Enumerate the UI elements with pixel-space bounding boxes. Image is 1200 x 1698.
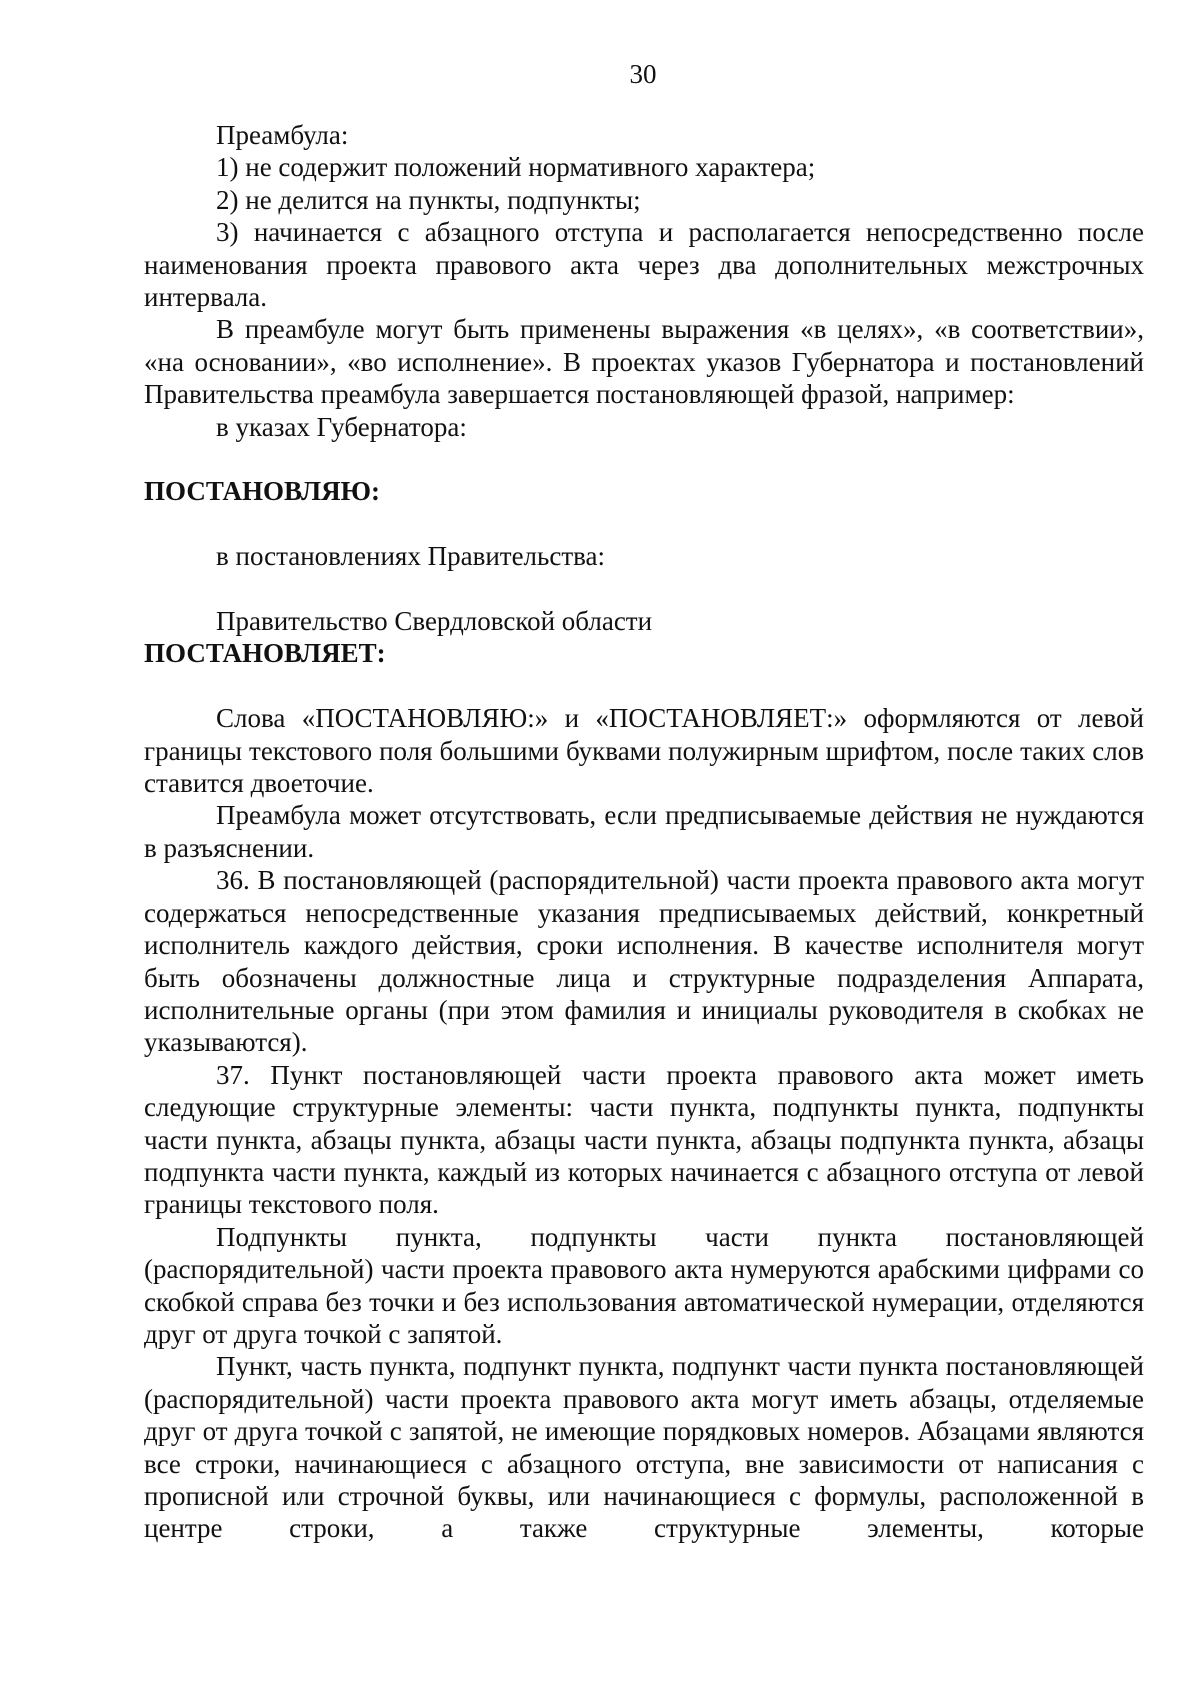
- page-number: 30: [629, 59, 657, 89]
- clause-37: 37. Пункт постановляющей части проекта правового акта может иметь следующие структурные элементы: части пункта, подпункты пункта, подпункты части пункта, абзацы пункта, абзацы части пункта, абзацы подпункта пункта, абзацы подпункта части пункта, каждый из которых начинается с абзацного отступа от левой границы текстового поля.: [144, 1059, 1144, 1220]
- preamble-rule-1: 1) не содержит положений нормативного характера;: [216, 152, 816, 183]
- preamble-intro: Преамбула:: [216, 120, 349, 150]
- spacer: [144, 508, 1144, 540]
- subclauses-numbering: Подпункты пункта, подпункты части пункта постановляющей (распорядительной) части проекта правового акта нумеруются арабскими цифрами со скобкой справа без точки и без использования автоматической нумерации, отделяются друг от друга точкой с запятой.: [144, 1221, 1144, 1349]
- government-name: Правительство Свердловской области: [216, 606, 653, 637]
- spacer: [144, 573, 1144, 605]
- words-formatting-rule: Слова «ПОСТАНОВЛЯЮ:» и «ПОСТАНОВЛЯЕТ:» оформляются от левой границы текстового поля большими буквами полужирным шрифтом, после таких слов ставится двоеточие.: [144, 703, 1144, 799]
- heading-postanovlyaet: ПОСТАНОВЛЯЕТ:: [144, 638, 386, 669]
- preamble-expressions: В преамбуле могут быть применены выражения «в целях», «в соответствии», «на основании», «во исполнение». В проектах указов Губернатора и постановлений Правительства преамбула завершается постановляющей фразой, например:: [144, 314, 1144, 410]
- spacer: [144, 443, 1144, 475]
- document-body: [144, 119, 1144, 1545]
- heading-postanovlyayu: ПОСТАНОВЛЯЮ:: [144, 476, 380, 507]
- paragraphs-definition: Пункт, часть пункта, подпункт пункта, подпункт части пункта постановляющей (распорядительной) части проекта правового акта могут иметь абзацы, отделяемые друг от друга точкой с запятой, не имеющие порядковых номеров. Абзацами являются все строки, начинающиеся с абзацного отступа, вне зависимости от написания с прописной или строчной буквы, или начинающиеся с формулы, расположенной в центре строки, а также структурные элементы, которые: [144, 1351, 1144, 1544]
- preamble-rule-3: 3) начинается с абзацного отступа и располагается непосредственно после наименования проекта правового акта через два дополнительных межстрочных интервала.: [144, 217, 1144, 313]
- preamble-optional: Преамбула может отсутствовать, если предписываемые действия не нуждаются в разъяснении.: [144, 800, 1144, 863]
- preamble-rule-2: 2) не делится на пункты, подпункты;: [216, 184, 641, 215]
- governor-decrees-label: в указах Губернатора:: [216, 411, 467, 442]
- spacer: [144, 670, 1144, 702]
- government-resolutions-label: в постановлениях Правительства:: [216, 541, 605, 572]
- clause-36: 36. В постановляющей (распорядительной) части проекта правового акта могут содержаться непосредственные указания предписываемых действий, конкретный исполнитель каждого действия, сроки исполнения. В качестве исполнителя могут быть обозначены должностные лица и структурные подразделения Аппарата, исполнительные органы (при этом фамилия и инициалы руководителя в скобках не указываются).: [144, 865, 1144, 1058]
